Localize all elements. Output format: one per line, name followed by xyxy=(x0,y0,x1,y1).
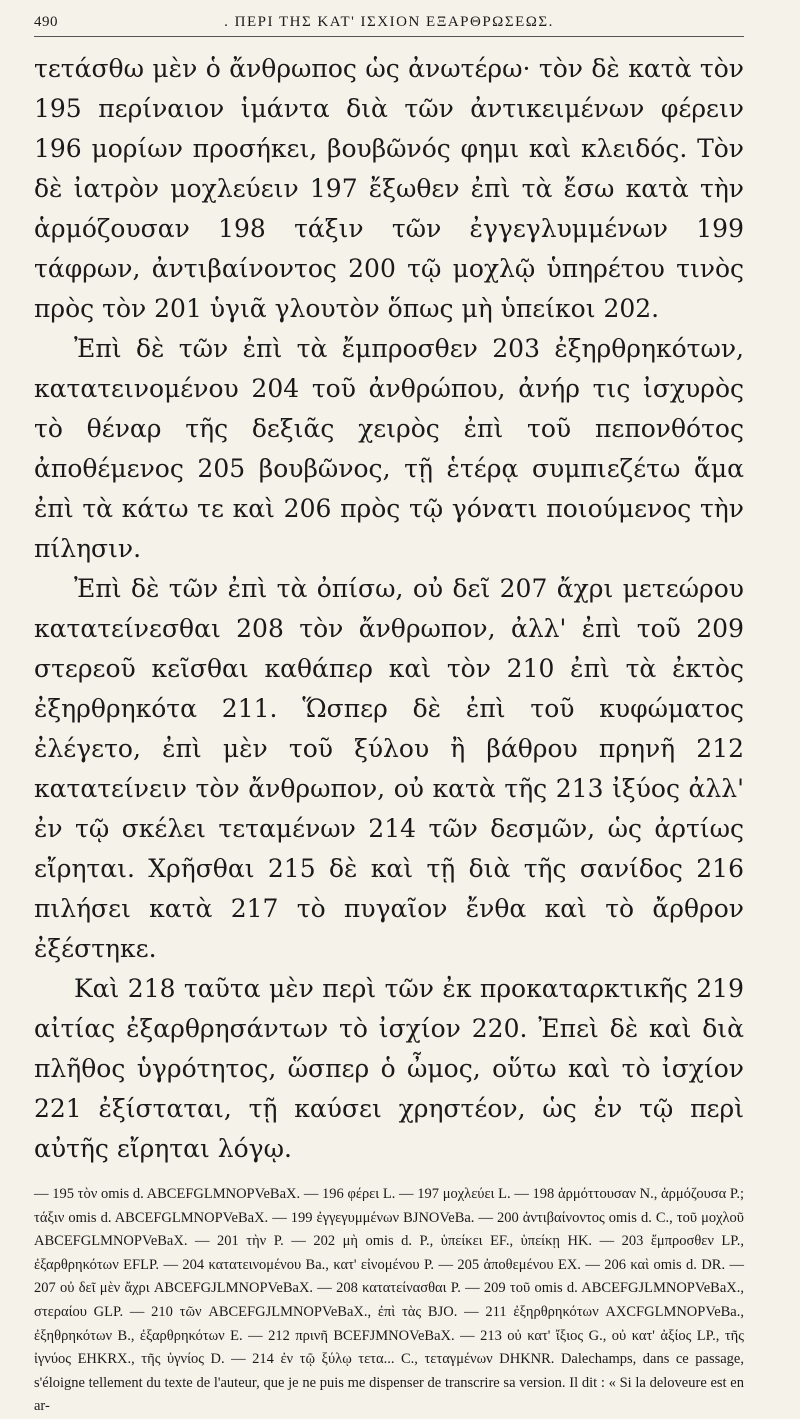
paragraph-3: Ἐπὶ δὲ τῶν ἐπὶ τὰ ὀπίσω, οὐ δεῖ 207 ἄχρι μετεώρου κατατείνεσθαι 208 τὸν ἄνθρωπον, ἀλλ' ἐπὶ τοῦ 209 στερεοῦ κεῖσθαι καθάπερ καὶ τὸν 210 ἐπὶ τὰ ἐκτὸς ἐξηρθρηκότα 211. Ὥσπερ δὲ ἐπὶ τοῦ κυφώματος ἐλέγετο, ἐπὶ μὲν τοῦ ξύλου ἢ βάθρου πρηνῆ 212 κατατείνειν τὸν ἄνθρωπον, οὐ κατὰ τῆς 213 ἰξύος ἀλλ' ἐν τῷ σκέλει τεταμένων 214 τῶν δεσμῶν, ὡς ἀρτίως εἴρηται. Χρῆσθαι 215 δὲ καὶ τῇ διὰ τῆς σανίδος 216 πιλήσει κατὰ 217 τὸ πυγαῖον ἔνθα καὶ τὸ ἄρθρον ἐξέστηκε. xyxy=(34,574,744,963)
running-header xyxy=(34,14,744,37)
footnote-text: — 195 τὸν omis d. ABCEFGLMNOPVeBaX. — 196 φέρει L. — 197 μοχλεύει L. — 198 ἁρμόττουσαν N., ἁρμόζουσα P.; τάξιν omis d. ABCEFGLMNOPVeBaX. — 199 ἐγγεγυμμένων BJNOVeBa. — 200 ἀντιβαίνοντος omis d. C., τοῦ μοχλοῦ ABCEFGLMNOPVeBaX. — 201 τὴν P. — 202 μὴ omis d. P., ὑπείκει EF., ὑπείκῃ HK. — 203 ἔμπροσθεν LP., ἐξαρθρηκότων EFLP. — 204 κατατεινομένου Ba., κατ' εἰνομένου P. — 205 ἀποθεμένου EX. — 206 καὶ omis d. DR. — 207 οὐ δεῖ μὲν ἄχρι ABCEFGJLMNOPVeBaX. — 208 κατατείνασθαι P. — 209 τοῦ omis d. ABCEFGJLMNOPVeBaX., στεραίου GLP. — 210 τῶν ABCEFGJLMNOPVeBaX., ἐπὶ τὰς BJO. — 211 ἐξηρθρηκότων AXCFGLMNOPVeBa., ἐξηθρηκότων B., ἐξαρθρηκότων E. — 212 πρινῆ BCEFJMNOVeBaX. — 213 οὐ κατ' ἴξιος G., οὐ κατ' ἀξίος LP., τῆς ἰγνύος EHKRX., τῆς ὑγνίος D. — 214 ἐν τῷ ξύλῳ τετα... C., τεταγμένων DHKNR. Dalechamps, dans ce passage, s'éloigne tellement du texte de l'auteur, que je ne puis me dispenser de transcrire sa version. Il dit : « Si la deloveure est en ar- xyxy=(34,1186,744,1415)
paragraph-4: Καὶ 218 ταῦτα μὲν περὶ τῶν ἐκ προκαταρκτικῆς 219 αἰτίας ἐξαρθρησάντων τὸ ἰσχίον 220. Ἐπεὶ δὲ καὶ διὰ πλῆθος ὑγρότητος, ὥσπερ ὁ ὦμος, οὕτω καὶ τὸ ἰσχίον 221 ἐξίσταται, τῇ καύσει χρηστέον, ὡς ἐν τῷ περὶ αὐτῆς εἴρηται λόγῳ. xyxy=(34,974,744,1163)
running-title: . ΠΕΡΙ ΤΗΣ ΚΑΤ' ΙΣΧΙΟΝ ΕΞΑΡΘΡΩΣΕΩΣ. xyxy=(224,14,554,30)
page-number: 490 xyxy=(34,14,58,30)
main-text xyxy=(34,49,744,1169)
paragraph-2: Ἐπὶ δὲ τῶν ἐπὶ τὰ ἔμπροσθεν 203 ἐξηρθρηκότων, κατατεινομένου 204 τοῦ ἀνθρώπου, ἀνήρ τις ἰσχυρὸς τὸ θέναρ τῆς δεξιᾶς χειρὸς ἐπὶ τοῦ πεπονθότος ἀποθέμενος 205 βουβῶνος, τῇ ἑτέρᾳ συμπιεζέτω ἅμα ἐπὶ τὰ κάτω τε καὶ 206 πρὸς τῷ γόνατι ποιούμενος τὴν πίλησιν. xyxy=(34,334,744,563)
paragraph-1: τετάσθω μὲν ὁ ἄνθρωπος ὡς ἀνωτέρω· τὸν δὲ κατὰ τὸν 195 περίναιον ἱμάντα διὰ τῶν ἀντικειμένων φέρειν 196 μορίων προσήκει, βουβῶνός φημι καὶ κλειδός. Τὸν δὲ ἰατρὸν μοχλεύειν 197 ἔξωθεν ἐπὶ τὰ ἔσω κατὰ τὴν ἁρμόζουσαν 198 τάξιν τῶν ἐγγεγλυμμένων 199 τάφρων, ἀντιβαίνοντος 200 τῷ μοχλῷ ὑπηρέτου τινὸς πρὸς τὸν 201 ὑγιᾶ γλουτὸν ὅπως μὴ ὑπείκοι 202. xyxy=(34,54,744,323)
footnotes xyxy=(34,1183,744,1419)
